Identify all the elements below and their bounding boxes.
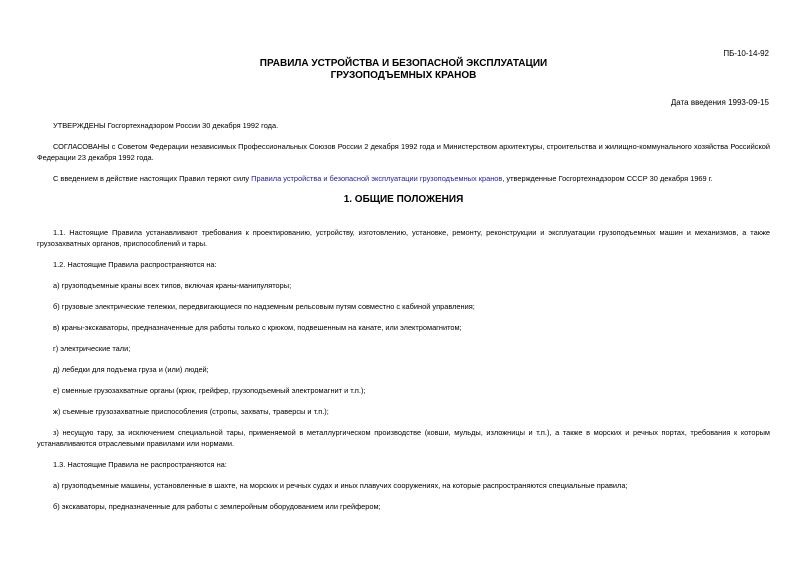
doc-title-line-1: ПРАВИЛА УСТРОЙСТВА И БЕЗОПАСНОЙ ЭКСПЛУАТАЦИИ	[259, 58, 548, 69]
paragraph-1-2: 1.2. Настоящие Правила распространяются на:	[53, 260, 217, 269]
list-item-1-2-v: в) краны-экскаваторы, предназначенные для работы только с крюком, подвешенным на канате, или электромагнитом;	[53, 323, 462, 332]
section-title: 1. ОБЩИЕ ПОЛОЖЕНИЯ	[343, 194, 464, 205]
approved-paragraph: УТВЕРЖДЕНЫ Госгортехнадзором России 30 декабря 1992 года.	[53, 121, 279, 130]
list-item-1-2-d: д) лебедки для подъема груза и (или) людей;	[53, 365, 209, 374]
list-item-1-2-b: б) грузовые электрические тележки, передвигающиеся по надземным рельсовым путям совместно с кабиной управления;	[53, 302, 475, 311]
doc-title-line-2: ГРУЗОПОДЪЕМНЫХ КРАНОВ	[330, 70, 477, 81]
intro-date: Дата введения 1993-09-15	[670, 98, 769, 107]
replaced-text-before: С введением в действие настоящих Правил теряют силу	[53, 174, 252, 183]
replaced-text-after: , утвержденные Госгортехнадзором СССР 30 декабря 1969 г.	[502, 174, 713, 183]
replaced-paragraph	[37, 173, 770, 184]
list-item-1-2-g: г) электрические тали;	[53, 344, 131, 353]
list-item-1-3-a: а) грузоподъемные машины, установленные в шахте, на морских и речных судах и иных плавучих сооружениях, на которые распространяются специальные правила;	[53, 481, 628, 490]
list-item-1-2-z: з) несущую тару, за исключением специальной тары, применяемой в металлургическом производстве (ковши, мульды, изложницы и т.п.), а также в морских и речных портах, требования к которым устанавливаются отраслевыми правилами или нормами.	[37, 428, 770, 448]
list-item-1-3-b: б) экскаваторы, предназначенные для работы с землеройным оборудованием или грейфером;	[53, 502, 381, 511]
list-item-1-2-a: а) грузоподъемные краны всех типов, включая краны-манипуляторы;	[53, 281, 292, 290]
paragraph-1-1: 1.1. Настоящие Правила устанавливают требования к проектированию, устройству, изготовлению, установке, ремонту, реконструкции и эксплуатации грузоподъемных машин и механизмов, а также грузозахватных органов, приспособлений и тары.	[37, 228, 770, 248]
list-item-1-2-zh: ж) съемные грузозахватные приспособления (стропы, захваты, траверсы и т.п.);	[53, 407, 329, 416]
list-item-1-2-e: е) сменные грузозахватные органы (крюк, грейфер, грузоподъемный электромагнит и т.п.);	[53, 386, 366, 395]
document-body	[37, 120, 770, 522]
doc-code: ПБ-10-14-92	[723, 49, 769, 58]
paragraph-1-3: 1.3. Настоящие Правила не распространяются на:	[53, 460, 227, 469]
replaced-rules-link[interactable]: Правила устройства и безопасной эксплуатации грузоподъемных кранов	[251, 174, 503, 183]
agreed-paragraph: СОГЛАСОВАНЫ с Советом Федерации независимых Профессиональных Союзов России 2 декабря 1992 года и Министерством архитектуры, строительства и жилищно-коммунального хозяйства Российской Федерации 23 декабря 1992 года.	[37, 142, 770, 162]
doc-title	[0, 58, 807, 82]
